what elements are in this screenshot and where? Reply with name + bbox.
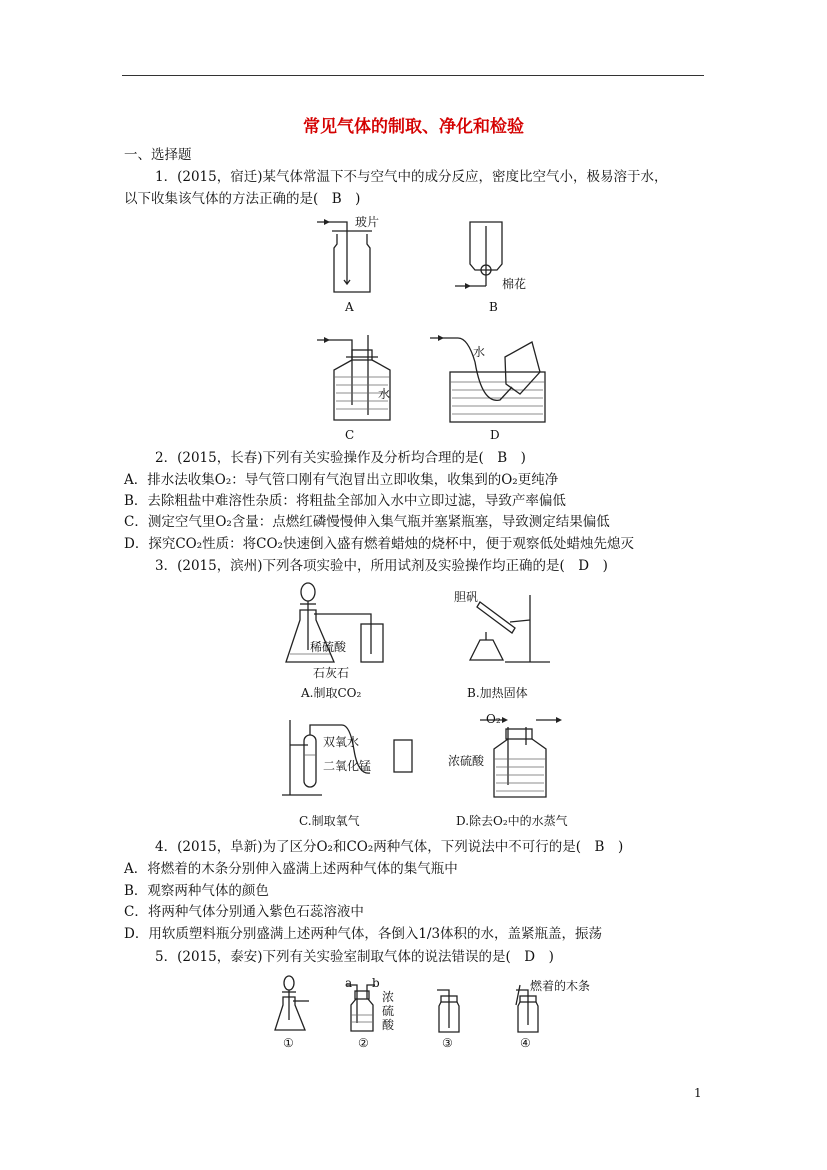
q4-option-a: A．将燃着的木条分别伸入盛满上述两种气体的集气瓶中 [124,861,458,877]
q4-option-b: B．观察两种气体的颜色 [124,883,269,899]
q1-label-cotton: 棉花 [502,277,527,291]
q4-stem: 4．(2015，阜新)为了区分O₂和CO₂两种气体，下列说法中不可行的是( B ) [155,839,624,855]
q2-option-a: A．排水法收集O₂：导气管口刚有气泡冒出立即收集，收集到的O₂更纯净 [124,472,559,488]
q3-label-oxygen: O₂ [486,712,501,726]
q5-label-b: b [372,976,380,990]
q3-apparatus-a [286,580,396,670]
q3-apparatus-d [480,715,570,800]
q5-caption-1: ① [283,1036,294,1050]
q1-stem-line1: 1．(2015，宿迁)某气体常温下不与空气中的成分反应，密度比空气小，极易溶于水， [155,169,668,185]
q3-stem: 3．(2015，滨州)下列各项实验中，所用试剂及实验操作均正确的是( D ) [155,558,608,574]
q2-option-c: C．测定空气里O₂含量：点燃红磷慢慢伸入集气瓶并塞紧瓶塞，导致测定结果偏低 [124,514,610,530]
q1-caption-a: A [345,300,354,314]
q5-apparatus-3 [433,990,473,1035]
q3-caption-d: D.除去O₂中的水蒸气 [456,814,568,828]
q1-stem-line2: 以下收集该气体的方法正确的是( B ) [124,191,361,207]
q5-label-a: a [345,976,353,990]
q4-option-c: C．将两种气体分别通入紫色石蕊溶液中 [124,904,364,920]
q3-label-limestone: 石灰石 [313,666,350,680]
q1-caption-b: B [489,300,498,314]
q5-caption-3: ③ [442,1036,453,1050]
q3-caption-b: B.加热固体 [467,686,528,700]
section-heading: 一、选择题 [124,147,192,163]
q5-apparatus-1 [275,975,315,1035]
q1-caption-c: C [345,428,355,442]
page-title: 常见气体的制取、净化和检验 [303,117,524,137]
q3-caption-a: A.制取CO₂ [301,686,362,700]
q5-label-burning-stick: 燃着的木条 [530,979,591,993]
page-number: 1 [694,1086,702,1100]
q1-label-water-c: 水 [378,387,391,401]
q1-apparatus-a [312,214,392,294]
q3-label-manganese-dioxide: 二氧化锰 [323,759,372,773]
q1-apparatus-c [312,335,392,425]
q1-caption-d: D [490,428,500,442]
header-rule [122,75,704,76]
q5-caption-4: ④ [520,1036,531,1050]
q4-option-d: D．用软质塑料瓶分别盛满上述两种气体，各倒入1/3体积的水，盖紧瓶盖，振荡 [124,926,603,942]
q2-option-b: B．去除粗盐中难溶性杂质：将粗盐全部加入水中立即过滤，导致产率偏低 [124,493,566,509]
q3-label-hydrogen-peroxide: 双氧水 [323,735,360,749]
q3-label-dilute-acid: 稀硫酸 [310,640,347,654]
q3-caption-c: C.制取氧气 [299,814,360,828]
q1-label-glass-plate: 玻片 [355,215,380,229]
q5-label-conc-acid: 浓硫酸 [382,990,395,1032]
q3-label-copper-sulfate: 胆矾 [454,590,479,604]
q5-caption-2: ② [358,1036,369,1050]
q1-apparatus-d [430,332,550,427]
q2-stem: 2．(2015，长春)下列有关实验操作及分析均合理的是( B ) [155,450,526,466]
q5-apparatus-2 [345,985,385,1035]
q3-label-conc-acid: 浓硫酸 [448,754,485,768]
q1-label-water-d: 水 [473,345,486,359]
q5-stem: 5．(2015，泰安)下列有关实验室制取气体的说法错误的是( D ) [155,949,554,965]
q2-option-d: D．探究CO₂性质：将CO₂快速倒入盛有燃着蜡烛的烧杯中，便于观察低处蜡烛先熄灭 [124,536,634,552]
